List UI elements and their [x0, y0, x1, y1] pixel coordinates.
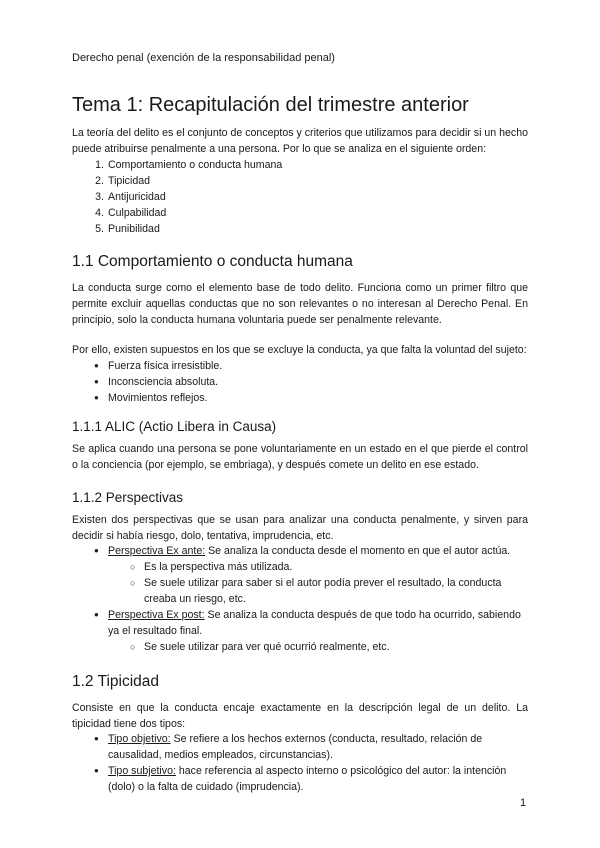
- list-item: ● Inconsciencia absoluta.: [94, 376, 219, 388]
- list-item: 4. Culpabilidad: [95, 207, 167, 219]
- bullet-icon: ●: [94, 546, 99, 555]
- list-item: ● Fuerza física irresistible.: [94, 360, 223, 372]
- circle-bullet-icon: ○: [130, 578, 136, 588]
- subsection-heading: 1.1.1 ALIC (Actio Libera in Causa): [72, 419, 277, 434]
- list-item: ● Tipo objetivo: Se refiere a los hechos externos (conducta, resultado, relación de: [94, 733, 483, 745]
- page-header: Derecho penal (exención de la responsabilidad penal): [72, 52, 335, 64]
- page-number: 1: [520, 797, 527, 809]
- bullet-icon: ●: [94, 393, 99, 402]
- list-item: ● Perspectiva Ex post: Se analiza la conducta después de que todo ha ocurrido, sabiendo: [94, 609, 521, 621]
- section-paragraph: Existen dos perspectivas que se usan para analizar una conducta penalmente, y sirven para decidir si había riesgo, dolo, tentativa, imprudencia, etc.: [72, 514, 528, 542]
- list-item: 5. Punibilidad: [95, 223, 160, 235]
- list-item: ● Perspectiva Ex ante: Se analiza la conducta desde el momento en que el autor actúa.: [94, 545, 511, 557]
- section-heading: 1.2 Tipicidad: [72, 673, 160, 690]
- list-item: 3. Antijuricidad: [95, 191, 166, 203]
- intro-paragraph: La teoría del delito es el conjunto de conceptos y criterios que utilizamos para decidir si un hecho puede atribuirse penalmente a una persona. Por lo que se analiza en el siguiente orden:: [72, 127, 528, 155]
- list-item: ○ Es la perspectiva más utilizada.: [130, 561, 293, 573]
- list-item: ● Movimientos reflejos.: [94, 392, 208, 404]
- list-item-continuation: (dolo) o la falta de cuidado (imprudencia).: [108, 781, 304, 793]
- list-item-continuation: causalidad, medios empleados, circunstancias).: [108, 749, 333, 761]
- section-paragraph: La conducta surge como el elemento base de todo delito. Funciona como un primer filtro que permite excluir aquellas conductas que no son relevantes o no interesan al Derecho Penal. En principio, solo la conducta humana voluntaria puede ser penalmente relevante.: [72, 282, 528, 326]
- section-paragraph: Se aplica cuando una persona se pone voluntariamente en un estado en el que pierde el control o la conciencia (por ejemplo, se embriaga), y después comete un delito en ese estado.: [72, 443, 528, 471]
- list-item: 2. Tipicidad: [95, 175, 151, 187]
- section-paragraph: Consiste en que la conducta encaje exactamente en la descripción legal de un delito. La tipicidad tiene dos tipos:: [72, 702, 528, 730]
- section-paragraph: Por ello, existen supuestos en los que se excluye la conducta, ya que falta la voluntad del sujeto:: [72, 344, 527, 356]
- bullet-icon: ●: [94, 734, 99, 743]
- bullet-icon: ●: [94, 361, 99, 370]
- list-item: 1. Comportamiento o conducta humana: [95, 159, 283, 171]
- list-item: ● Tipo subjetivo: hace referencia al aspecto interno o psicológico del autor: la intención: [94, 765, 507, 777]
- subsection-heading: 1.1.2 Perspectivas: [72, 490, 184, 505]
- circle-bullet-icon: ○: [130, 642, 136, 652]
- bullet-icon: ●: [94, 377, 99, 386]
- page-title: Tema 1: Recapitulación del trimestre anterior: [72, 94, 469, 116]
- circle-bullet-icon: ○: [130, 562, 136, 572]
- section-heading: 1.1 Comportamiento o conducta humana: [72, 253, 353, 270]
- bullet-icon: ●: [94, 610, 99, 619]
- list-item: ○ Se suele utilizar para saber si el autor podía prever el resultado, la conducta: [130, 577, 502, 589]
- list-item-continuation: ya el resultado final.: [108, 625, 203, 637]
- list-item: ○ Se suele utilizar para ver qué ocurrió realmente, etc.: [130, 641, 390, 653]
- bullet-icon: ●: [94, 766, 99, 775]
- list-item-continuation: creaba un riesgo, etc.: [144, 593, 246, 605]
